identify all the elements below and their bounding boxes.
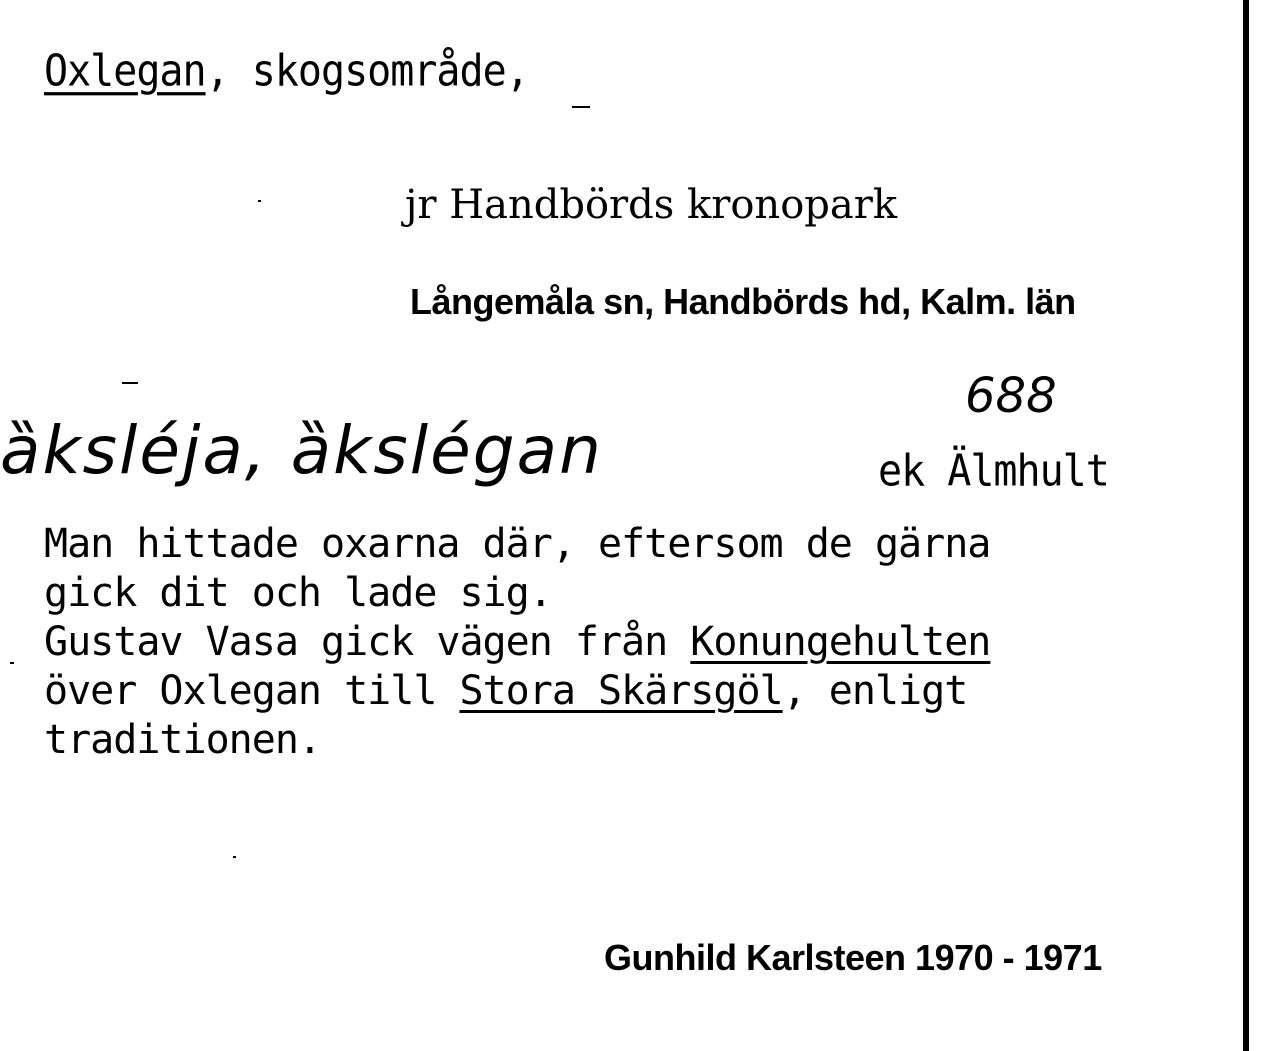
place-link-stora-skarsgol: Stora Skärsgöl [459, 668, 783, 714]
body-line-4-text: över Oxlegan till [44, 668, 460, 714]
place-link-konungehulten: Konungehulten [690, 619, 991, 665]
body-line-5: traditionen. [44, 717, 321, 763]
body-line-2: gick dit och lade sig. [44, 570, 552, 616]
speck [10, 662, 14, 664]
location-text: Långemåla sn, Handbörds hd, Kalm. län [410, 281, 1076, 322]
informant-place: ek Älmhult [878, 446, 1109, 497]
speck [122, 382, 138, 384]
body-line-4-tail: , enligt [782, 668, 968, 714]
description-text [44, 520, 990, 765]
body-line-3-text: Gustav Vasa gick vägen från [44, 619, 691, 665]
pronunciation: ȁksléja, ȁkslégan [0, 412, 603, 489]
card-edge-line [1243, 0, 1249, 1051]
headword-suffix: , skogsområde, [205, 46, 529, 97]
body-line-3 [44, 618, 990, 667]
speck [233, 856, 236, 858]
reference-text: jr Handbörds kronopark [405, 182, 898, 228]
speck [258, 200, 261, 202]
card-number: 688 [965, 368, 1057, 424]
headword: Oxlegan [44, 46, 206, 97]
speck [572, 106, 590, 108]
collector-signature: Gunhild Karlsteen 1970 - 1971 [604, 937, 1102, 978]
body-line-1: Man hittade oxarna där, eftersom de gärna [44, 521, 991, 567]
body-line-4 [44, 667, 990, 716]
headword-line [44, 46, 529, 97]
